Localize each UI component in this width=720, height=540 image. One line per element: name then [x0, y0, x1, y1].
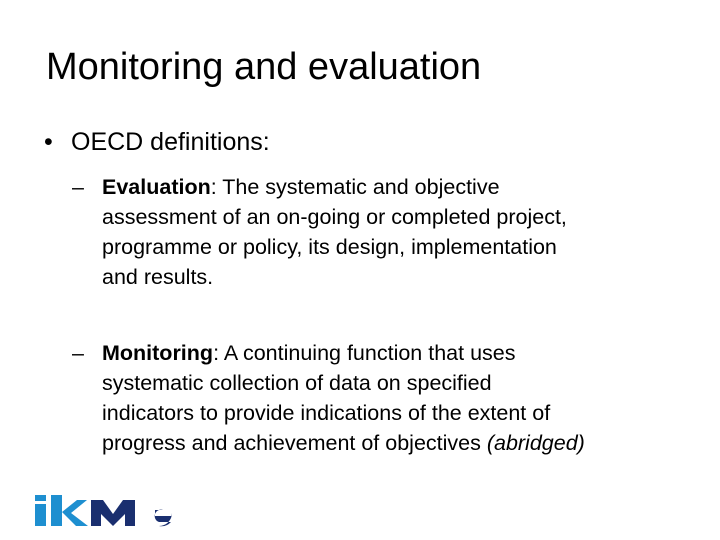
abridged-note: (abridged)	[486, 431, 585, 455]
definition-evaluation	[72, 172, 692, 292]
dash-marker: –	[72, 175, 84, 199]
term-monitoring: Monitoring	[102, 341, 214, 365]
term-colon: :	[213, 341, 220, 365]
bullet-marker: •	[44, 128, 53, 156]
definition-line: The systematic and objective	[216, 175, 500, 199]
definition-line: assessment of an on-going or completed project,	[102, 205, 567, 229]
slide-title: Monitoring and evaluation	[46, 46, 482, 88]
term-colon: :	[210, 175, 217, 199]
definition-line: A continuing function that uses	[219, 341, 516, 365]
bullet-text: OECD definitions:	[71, 128, 270, 156]
ikme-logo	[35, 492, 180, 528]
term-evaluation: Evaluation	[102, 175, 211, 199]
definition-line: systematic collection of data on specified	[102, 371, 492, 395]
bullet-oecd-definitions	[44, 126, 270, 158]
definition-line: progress and achievement of objectives	[102, 431, 487, 455]
definition-line: and results.	[102, 265, 214, 289]
definition-monitoring	[72, 338, 692, 458]
dash-marker: –	[72, 341, 84, 365]
definition-line: indicators to provide indications of the extent of	[102, 401, 551, 425]
definition-line: programme or policy, its design, implementation	[102, 235, 557, 259]
